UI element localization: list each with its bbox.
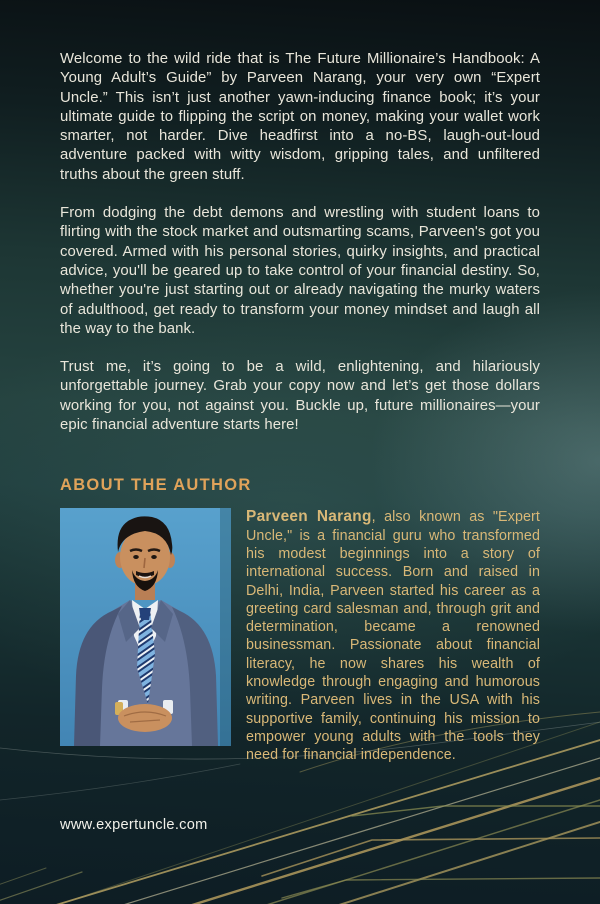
author-photo	[60, 508, 231, 746]
author-portrait-illustration	[60, 508, 231, 746]
author-bio	[246, 508, 540, 764]
synopsis-paragraph-1: Welcome to the wild ride that is The Future Millionaire’s Handbook: A Young Adult’s Guide” by Parveen Narang, your very own “Expert Uncle.” This isn’t just another yawn-inducing finance book; it’s your ultimate guide to flipping the script on money, making your wallet work smarter, not harder. Dive headfirst into a no-BS, laugh-out-loud adventure packed with witty wisdom, gripping tales, and unfiltered truths about the green stuff.	[60, 51, 540, 183]
synopsis-paragraph-3: Trust me, it’s going to be a wild, enlightening, and hilariously unforgettable journey. Grab your copy now and let’s get those dollars working for you, not against you. Buckle up, future millionaires—your epic financial adventure starts here!	[60, 359, 540, 434]
author-bio-text: , also known as "Expert Uncle," is a financial guru who transformed his modest beginnings into a story of international success. Born and raised in Delhi, India, Parveen started his career as a greeting card salesman and, through grit and determination, became a renowned businessman. Passionate about financial literacy, he now shares his wealth of knowledge through engaging and humorous writing. Parveen lives in the USA with his supportive family, continuing his mission to empower young adults with the tools they need for financial independence.	[246, 509, 540, 764]
website-url[interactable]: www.expertuncle.com	[60, 817, 208, 833]
about-the-author-heading: ABOUT THE AUTHOR	[60, 476, 252, 495]
synopsis-paragraph-2: From dodging the debt demons and wrestling with student loans to flirting with the stock market and outsmarting scams, Parveen's got you covered. Armed with his personal stories, quirky insights, and practical advice, you'll be geared up to take control of your financial destiny. So, whether you're just starting out or already navigating the murky waters of adulthood, get ready to transform your money mindset and laugh all the way to the bank.	[60, 205, 540, 337]
author-name: Parveen Narang	[246, 508, 372, 526]
cover-text-block	[60, 50, 540, 765]
author-section	[60, 508, 540, 764]
